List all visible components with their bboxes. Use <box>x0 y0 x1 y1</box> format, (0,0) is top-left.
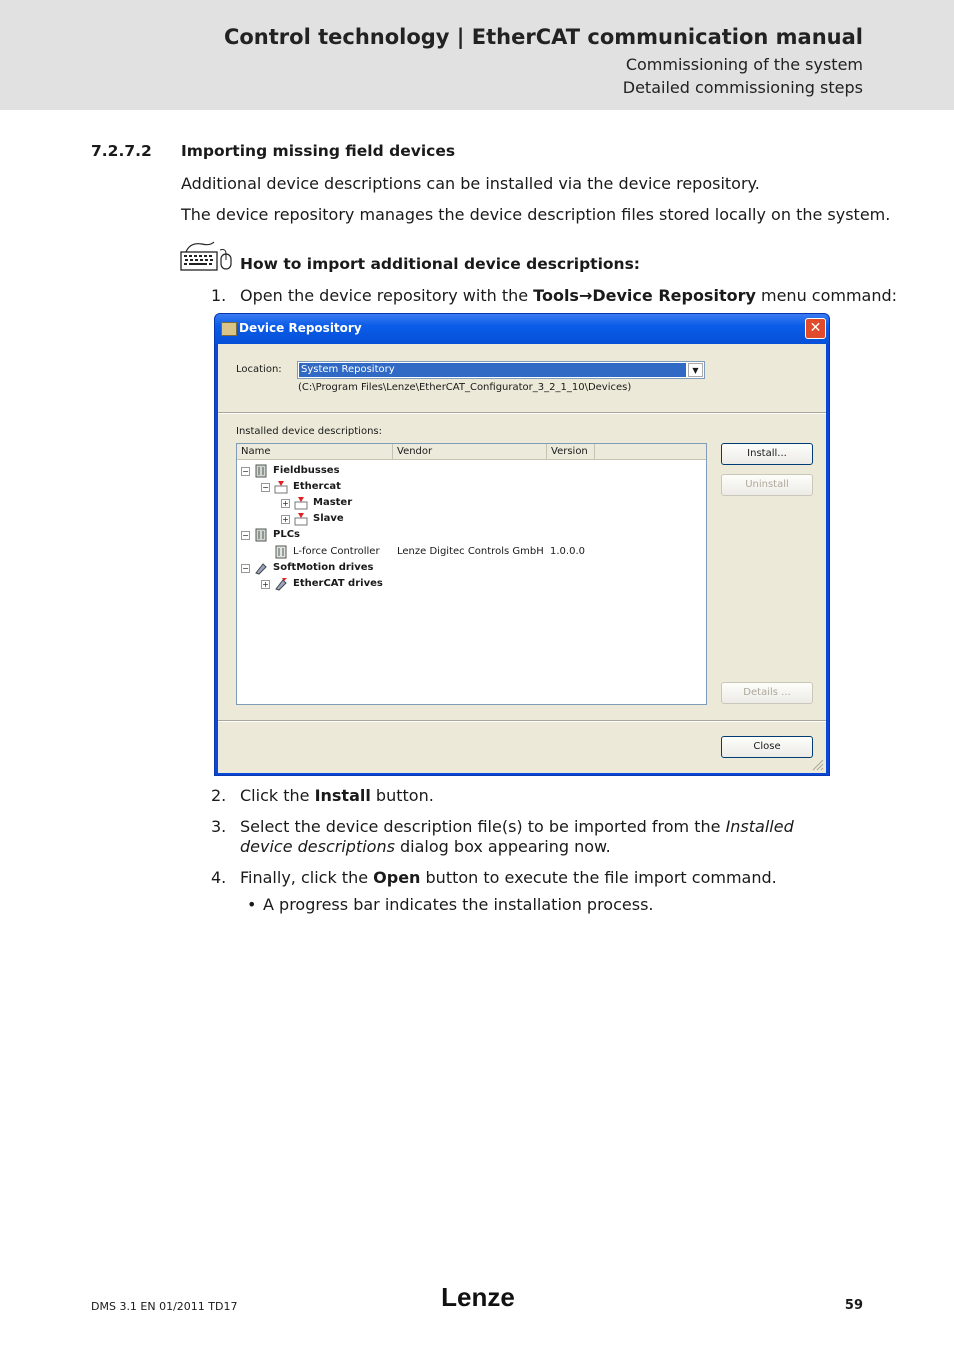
page-number: 59 <box>844 1298 863 1313</box>
dialog-titlebar[interactable] <box>215 314 829 344</box>
collapse-icon[interactable]: − <box>242 531 249 540</box>
location-label: Location: <box>236 364 282 375</box>
page-header <box>0 0 954 110</box>
expand-icon[interactable]: + <box>282 515 289 524</box>
version-cell: 1.0.0.0 <box>550 546 585 557</box>
tree-item-label: Slave <box>313 513 344 524</box>
step-text: Click the Install button. <box>240 786 434 805</box>
dialog-title: Device Repository <box>239 321 362 335</box>
section-number: 7.2.7.2 <box>91 142 152 160</box>
column-header-vendor[interactable]: Vendor <box>393 444 547 459</box>
tree-item-label: L-force Controller <box>293 546 380 557</box>
manual-title: Control technology | EtherCAT communication manual <box>223 25 863 49</box>
ethercat-icon <box>294 512 308 526</box>
howto-heading: How to import additional device descriptions: <box>240 255 641 273</box>
tree-item-label: EtherCAT drives <box>293 578 383 589</box>
tree-item-label: SoftMotion drives <box>273 562 374 573</box>
tree-item-label: Master <box>313 497 353 508</box>
drive-icon <box>254 561 268 575</box>
tree-item-label: PLCs <box>273 529 300 540</box>
intro-paragraph-1: Additional device descriptions can be installed via the device repository. <box>181 174 760 193</box>
column-header-name[interactable]: Name <box>237 444 393 459</box>
install-button[interactable]: Install... <box>721 443 813 465</box>
drive-icon <box>274 577 288 591</box>
step-text: Select the device description file(s) to be imported from the Installed device descriptions dialog box appearing now. <box>240 817 794 856</box>
location-selected-value: System Repository <box>299 363 686 377</box>
step-number: 3. <box>211 817 227 836</box>
fieldbus-icon <box>254 464 268 478</box>
step-number: 4. <box>211 868 227 887</box>
collapse-icon[interactable]: − <box>242 564 249 573</box>
vendor-cell: Lenze Digitec Controls GmbH <box>397 546 544 557</box>
bullet-marker: • <box>247 895 257 914</box>
details-button[interactable]: Details ... <box>721 682 813 704</box>
section-path: Detailed commissioning steps <box>622 78 863 97</box>
svg-text:Lenze: Lenze <box>441 1284 515 1312</box>
expand-icon[interactable]: + <box>262 580 269 589</box>
column-header-version[interactable]: Version <box>547 444 595 459</box>
close-button[interactable]: Close <box>721 736 813 758</box>
location-select[interactable] <box>297 361 705 379</box>
plc-icon <box>254 528 268 542</box>
ethercat-icon <box>294 496 308 510</box>
installed-label: Installed device descriptions: <box>236 426 382 437</box>
close-icon[interactable]: ✕ <box>805 318 826 339</box>
uninstall-button[interactable]: Uninstall <box>721 474 813 496</box>
tree-item-label: Ethercat <box>293 481 341 492</box>
list-header <box>237 444 706 460</box>
divider <box>218 412 826 414</box>
divider <box>218 720 826 722</box>
location-path: (C:\Program Files\Lenze\EtherCAT_Configurator_3_2_1_10\Devices) <box>298 382 632 393</box>
lenze-logo <box>438 1284 518 1312</box>
controller-icon <box>274 545 288 559</box>
intro-paragraph-2: The device repository manages the device description files stored locally on the system. <box>181 205 891 224</box>
dialog-client-area <box>218 344 826 773</box>
device-repository-dialog <box>214 313 830 776</box>
collapse-icon[interactable]: − <box>242 467 249 476</box>
collapse-icon[interactable]: − <box>262 483 269 492</box>
expand-icon[interactable]: + <box>282 499 289 508</box>
repository-icon <box>221 322 237 336</box>
step-text: Finally, click the Open button to execute the file import command. <box>240 868 777 887</box>
section-title: Importing missing field devices <box>181 142 456 160</box>
document-id: DMS 3.1 EN 01/2011 TD17 <box>91 1300 238 1313</box>
step-number: 2. <box>211 786 227 805</box>
tree-item-label: Fieldbusses <box>273 465 340 476</box>
resize-grip-icon[interactable] <box>812 759 824 771</box>
bullet-text: A progress bar indicates the installation process. <box>263 895 654 914</box>
chapter-title: Commissioning of the system <box>625 55 863 74</box>
step-text: Open the device repository with the Tools→Device Repository menu command: <box>240 286 898 305</box>
step-number: 1. <box>211 286 227 305</box>
ethercat-icon <box>274 480 288 494</box>
device-tree-list[interactable] <box>236 443 707 705</box>
chevron-down-icon[interactable]: ▼ <box>688 363 703 377</box>
keyboard-mouse-icon <box>180 240 234 274</box>
